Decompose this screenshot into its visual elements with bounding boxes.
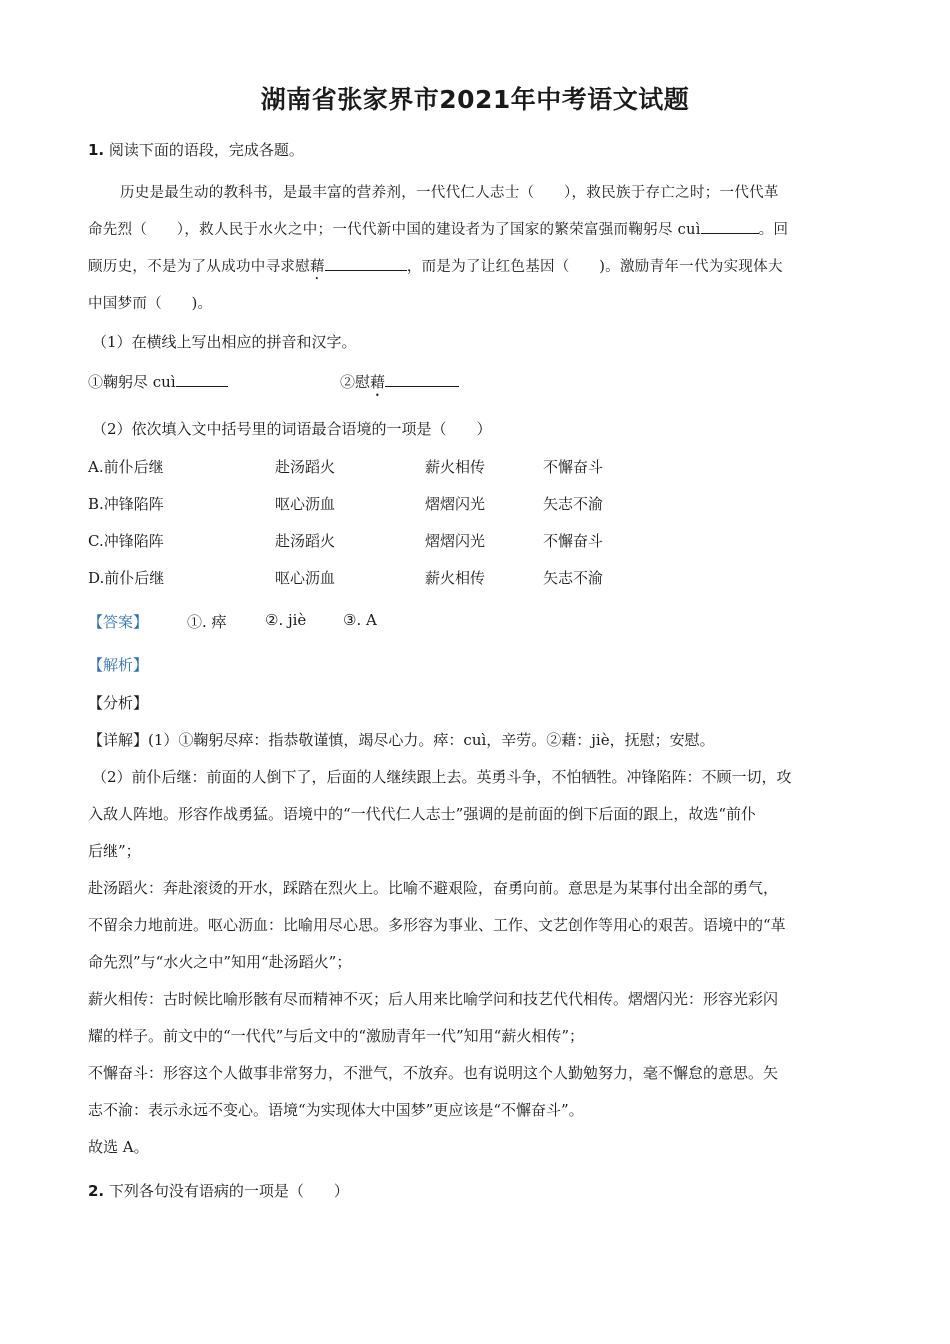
detail-line: 不留余力地前进。呕心沥血：比喻用尽心思。多形容为事业、工作、文艺创作等用心的艰苦。语境中的“革 [88, 916, 786, 934]
question-number: 2. [88, 1182, 105, 1200]
answer-item: ③. A [343, 611, 377, 629]
emphasized-char: 藉 [370, 373, 386, 391]
detail-line: 后继”； [88, 842, 141, 860]
detail-line: 薪火相传：古时候比喻形骸有尽而精神不灭；后人用来比喻学问和技艺代代相传。熠熠闪光：形容光彩闪 [88, 990, 779, 1008]
option-word: 呕心沥血 [275, 569, 336, 587]
detail-line: 故选 A。 [88, 1138, 149, 1156]
answer-item: ①. 瘁 [187, 613, 227, 631]
detail-line: 耀的样子。前文中的“一代代”与后文中的“激励青年一代”知用“薪火相传”； [88, 1027, 585, 1045]
detail-tag: 【详解】 [88, 731, 149, 749]
option-label: C.冲锋陷阵 [88, 532, 164, 550]
passage-text: 顾历史，不是为了从成功中寻求慰 [88, 259, 310, 275]
page-title: 湖南省张家界市2021年中考语文试题 [260, 85, 690, 114]
detail-line: 志不渝：表示永远不变心。语境“为实现体大中国梦”更应该是“不懈奋斗”。 [88, 1101, 584, 1119]
question-1 [88, 139, 304, 160]
answer-item: ②. jiè [265, 611, 307, 629]
question-stem: 阅读下面的语段，完成各题。 [108, 141, 304, 159]
detail-line: 命先烈”与“水火之中”知用“赴汤蹈火”； [88, 953, 352, 971]
question-2 [88, 1180, 349, 1201]
fenxi-tag: 【分析】 [88, 694, 149, 712]
passage-line [88, 218, 788, 239]
detail-line: 入敌人阵地。形容作战勇猛。语境中的“一代代仁人志士”强调的是前面的倒下后面的跟上，故选“前仆 [88, 805, 757, 823]
option-label: B.冲锋陷阵 [88, 495, 164, 513]
sub-question-1: （1）在横线上写出相应的拼音和汉字。 [92, 333, 357, 351]
option-word: 熠熠闪光 [425, 532, 486, 550]
detail-line: 赴汤蹈火：奔赴滚烫的开水，踩踏在烈火上。比喻不避艰险，奋勇向前。意思是为某事付出全部的勇气， [88, 879, 779, 897]
answer-blank [385, 372, 459, 387]
answer-tag: 【答案】 [88, 613, 149, 631]
option-word: 矢志不渝 [543, 569, 604, 587]
option-word: 不懈奋斗 [543, 532, 604, 550]
option-word: 熠熠闪光 [425, 495, 486, 513]
option-word: 赴汤蹈火 [275, 532, 336, 550]
option-word: 薪火相传 [425, 458, 486, 476]
detail-line: 不懈奋斗：形容这个人做事非常努力，不泄气，不放弃。也有说明这个人勤勉努力，毫不懈怠的意思。矢 [88, 1064, 779, 1082]
question-stem: 下列各句没有语病的一项是（ ） [108, 1182, 349, 1200]
fill-label: ②慰 [340, 373, 371, 391]
fill-label: ①鞠躬尽 cuì [88, 373, 176, 391]
option-label: D.前仆后继 [88, 569, 165, 587]
passage-line [88, 255, 783, 283]
detail-line [88, 729, 715, 750]
passage-text: ，而是为了让红色基因（ )。激励青年一代为实现体大 [406, 259, 783, 275]
detail-line: （2）前仆后继：前面的人倒下了，后面的人继续跟上去。英勇斗争，不怕牺牲。冲锋陷阵：不顾一切，攻 [92, 768, 792, 786]
option-word: 呕心沥血 [275, 495, 336, 513]
passage-line: 历史是最生动的教科书，是最丰富的营养剂，一代代仁人志士（ ），救民族于存亡之时；一代代革 [120, 185, 779, 201]
passage-text: 。回 [758, 222, 789, 238]
option-word: 矢志不渝 [543, 495, 604, 513]
passage-line: 中国梦而（ )。 [88, 296, 213, 312]
option-word: 赴汤蹈火 [275, 458, 336, 476]
option-label: A.前仆后继 [88, 458, 164, 476]
answer-blank [701, 219, 759, 234]
detail-text: (1）①鞠躬尽瘁：指恭敬谨慎，竭尽心力。瘁：cuì，辛劳。②藉：jiè，抚慰；安慰。 [148, 731, 715, 749]
question-number: 1. [88, 141, 105, 159]
passage-text: 命先烈（ ），救人民于水火之中；一代代新中国的建设者为了国家的繁荣富强而鞠躬尽 cuì [88, 222, 701, 238]
answer-blank [325, 256, 407, 271]
emphasized-char: 藉 [310, 259, 325, 275]
analysis-tag: 【解析】 [88, 656, 149, 674]
option-word: 不懈奋斗 [543, 458, 604, 476]
answer-blank [176, 372, 228, 387]
option-word: 薪火相传 [425, 569, 486, 587]
fill-item-1 [88, 371, 228, 392]
fill-item-2 [340, 371, 459, 400]
sub-question-2: （2）依次填入文中括号里的词语最合语境的一项是（ ） [92, 420, 492, 438]
